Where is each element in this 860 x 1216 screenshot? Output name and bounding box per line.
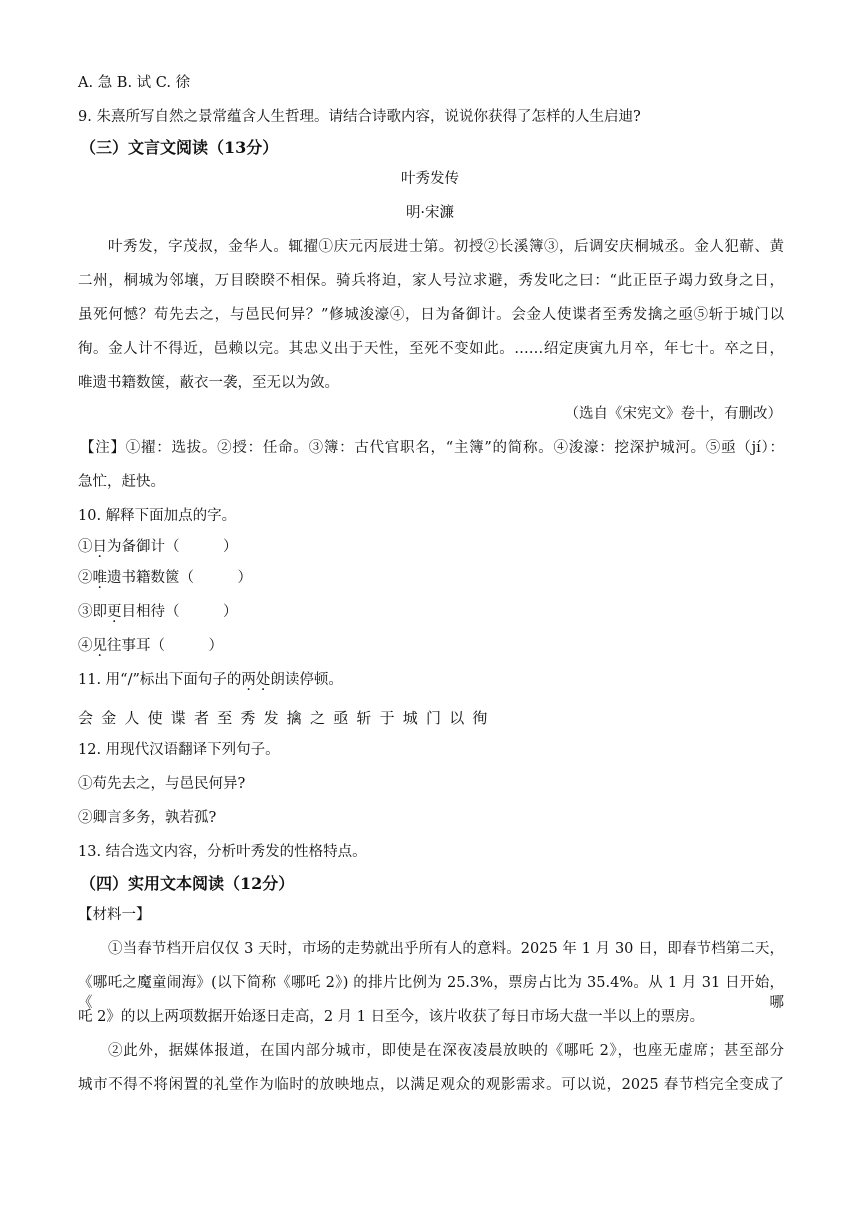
- question-12-item: ②卿言多务，孰若孤?: [78, 810, 217, 826]
- item-suffix: 目相待（ ）: [121, 604, 238, 620]
- dotted-character: 日: [92, 539, 107, 555]
- article-author: 明·宋濂: [405, 205, 455, 221]
- question-13: 13. 结合选文内容，分析叶秀发的性格特点。: [78, 844, 367, 860]
- question-10: 10. 解释下面加点的字。: [78, 508, 237, 524]
- material-line: ②此外，据媒体报道，在国内部分城市，即使是在深夜凌晨放映的《哪吒 2》，也座无虚席；甚至部分: [108, 1043, 784, 1059]
- passage-line: 唯遗书籍数箧，蔽衣一袭，至无以为敛。: [78, 375, 339, 391]
- question-11: [78, 670, 343, 690]
- dotted-character: 见: [92, 638, 107, 654]
- material-line: 吒 2》的以上两项数据开始逐日走高，2 月 1 日至今，该片收获了每日市场大盘一半以上的票房。: [78, 1009, 705, 1025]
- q11-prefix: 11. 用“/”标出下面句子的: [78, 672, 242, 688]
- item-suffix: 往事耳（ ）: [107, 638, 223, 654]
- item-prefix: ④: [78, 638, 93, 654]
- material-line: 城市不得不将闲置的礼堂作为临时的放映地点，以满足观众的观影需求。可以说，2025 春节档完全变成了: [78, 1077, 784, 1093]
- item-prefix: ②: [78, 570, 93, 586]
- question-10-item: [78, 636, 223, 656]
- dotted-character: 处: [255, 672, 271, 688]
- material-line: 《哪吒之魔童闹海》(以下简称《哪吒 2》) 的排片比例为 25.3%，票房占比为 35.4%。从 1 月 31 日开始，《哪: [78, 975, 784, 1011]
- article-title: 叶秀发传: [401, 171, 459, 187]
- question-10-item: [78, 537, 238, 557]
- question-9: 9. 朱熹所写自然之景常蕴含人生哲理。请结合诗歌内容，说说你获得了怎样的人生启迪?: [78, 109, 641, 125]
- passage-line: 徇。金人计不得近，邑赖以完。其忠义出于天性，至死不变如此。……绍定庚寅九月卒，年七十。卒之日，: [78, 341, 784, 357]
- question-10-item: [78, 568, 252, 588]
- material-line: ①当春节档开启仅仅 3 天时，市场的走势就出乎所有人的意料。2025 年 1 月 30 日，即春节档第二天，: [108, 941, 784, 957]
- passage-line: 二州，桐城为邻壤，万目睽睽不相保。骑兵将迫，家人号泣求避，秀发叱之曰：“此正臣子竭力致身之日，: [78, 273, 784, 289]
- item-suffix: 为备御计（ ）: [107, 539, 238, 555]
- answer-options: A. 急 B. 试 C. 徐: [78, 75, 191, 91]
- passage-line: 虽死何憾？苟先去之，与邑民何异？”修城浚濠④，日为备御计。会金人使谍者至秀发擒之亟⑤斩于城门以: [78, 307, 784, 323]
- item-prefix: ①: [78, 539, 93, 555]
- item-suffix: 遗书籍数篋（ ）: [107, 570, 252, 586]
- material-label: 【材料一】: [78, 907, 151, 923]
- annotation-note: 急忙，赶快。: [78, 474, 165, 490]
- dotted-character: 两: [241, 672, 256, 688]
- passage-line: 叶秀发，字茂叔，金华人。辄擢①庆元丙辰进士第。初授②长溪簿③，后调安庆桐城丞。金人犯蕲、黄: [108, 239, 784, 255]
- passage-source: （选自《宋宪文》卷十，有删改）: [564, 406, 782, 422]
- dotted-character: 唯: [92, 570, 107, 586]
- section-3-heading: （三）文言文阅读（13分）: [80, 138, 279, 157]
- section-4-heading: （四）实用文本阅读（12分）: [80, 874, 295, 893]
- annotation-note: 【注】①擢：选拔。②授：任命。③簿：古代官职名，“主簿”的简称。④浚濠：挖深护城河。⑤亟（jí）：: [80, 440, 784, 456]
- q11-suffix: 朗读停顿。: [270, 672, 343, 688]
- question-10-item: [78, 602, 238, 622]
- item-prefix: ③即: [78, 604, 107, 620]
- question-12: 12. 用现代汉语翻译下列句子。: [78, 742, 280, 758]
- question-11-sentence: 会金人使谍者至秀发擒之亟斩于城门以徇: [78, 709, 496, 727]
- question-12-item: ①苟先去之，与邑民何异?: [78, 776, 246, 792]
- dotted-character: 更: [107, 604, 122, 620]
